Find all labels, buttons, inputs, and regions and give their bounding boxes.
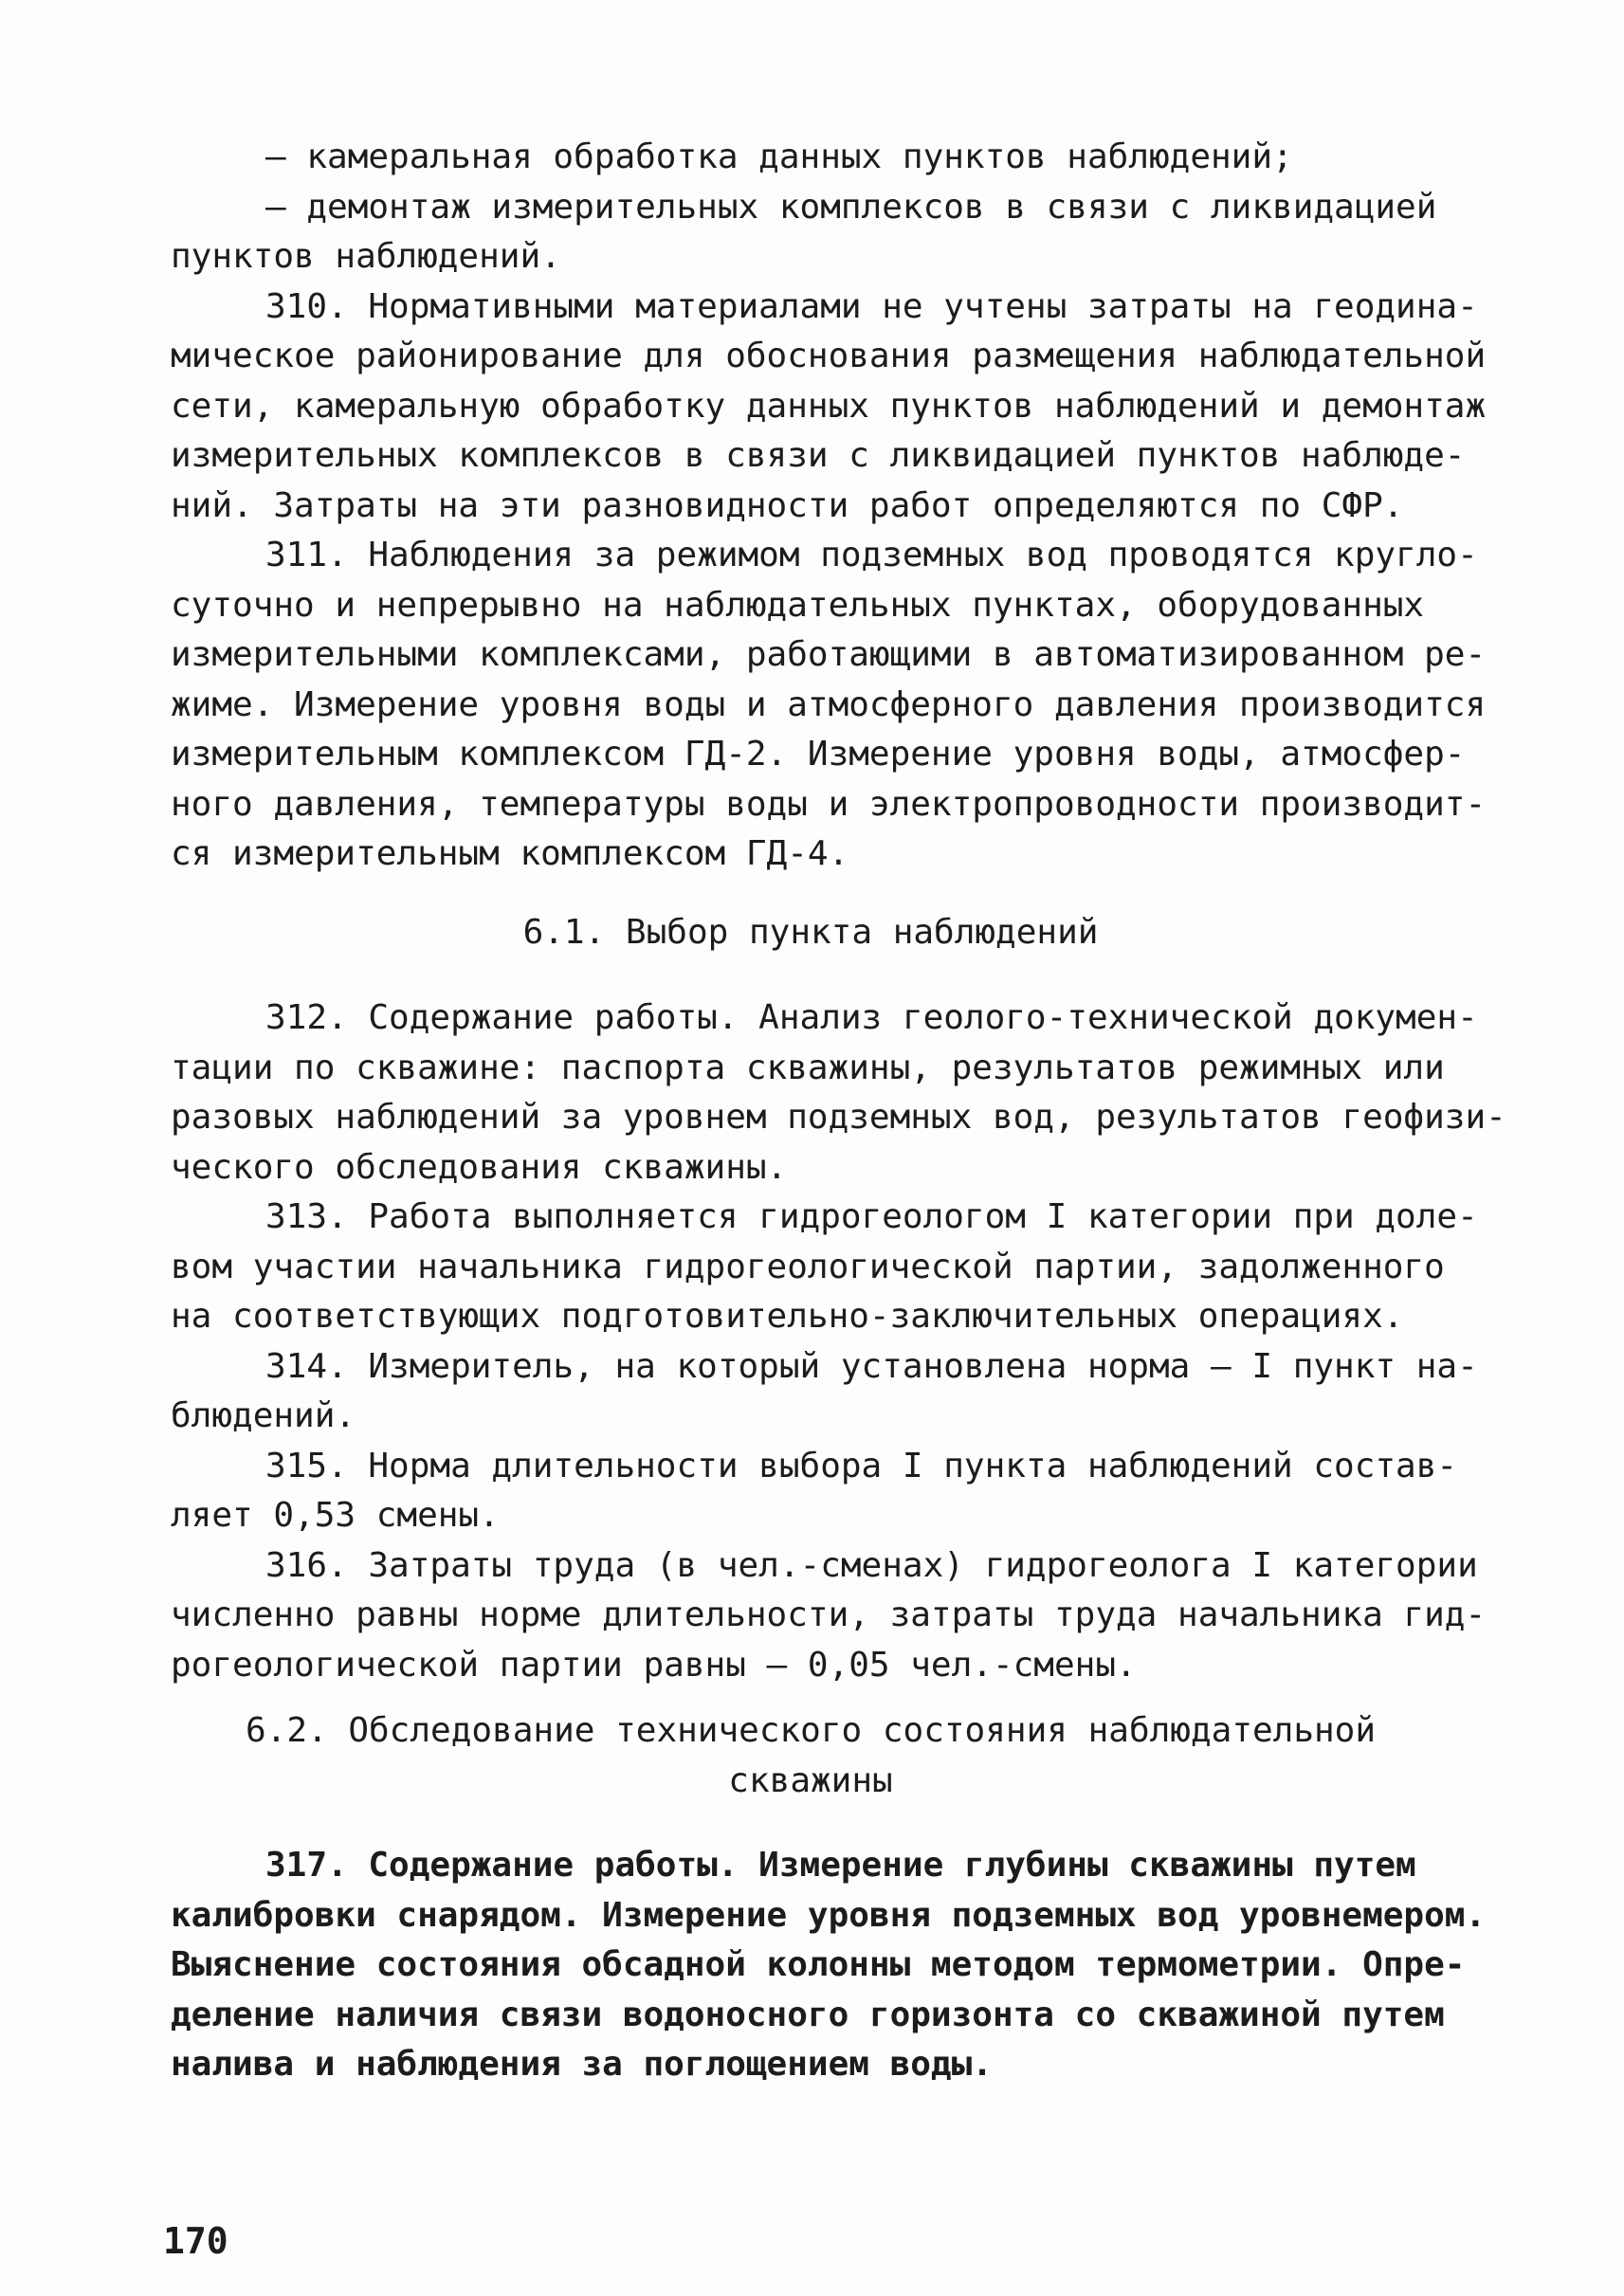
text-line: вом участии начальника гидрогеологической партии, задолженного — [171, 1247, 1445, 1286]
text-line: 315. Норма длительности выбора I пункта наблюдений состав- — [265, 1446, 1458, 1485]
text-line: сети, камеральную обработку данных пунктов наблюдений и демонтаж — [171, 386, 1487, 426]
page-number: 170 — [163, 2220, 228, 2262]
text-line: 316. Затраты труда (в чел.-сменах) гидрогеолога I категории — [265, 1545, 1478, 1585]
text-line: пунктов наблюдений. — [171, 237, 561, 276]
text-line: численно равны норме длительности, затраты труда начальника гид- — [171, 1595, 1487, 1634]
text-line: измерительным комплексом ГД-2. Измерение уровня воды, атмосфер- — [171, 735, 1466, 774]
text-line: деление наличия связи водоносного горизонта со скважиной путем — [171, 1995, 1445, 2034]
text-block-intro — [171, 133, 1487, 880]
heading-line: 6.1. Выбор пункта наблюдений — [522, 913, 1099, 952]
text-line: 311. Наблюдения за режимом подземных вод проводятся кругло- — [265, 536, 1478, 574]
section-heading-6-1 — [171, 908, 1451, 958]
text-line: 313. Работа выполняется гидрогеологом I категории при доле- — [265, 1197, 1478, 1236]
text-line: – демонтаж измерительных комплексов в связи с ликвидацией — [265, 187, 1437, 227]
text-block-section-6-2 — [171, 1841, 1487, 2090]
text-line: 310. Нормативными материалами не учтены затраты на геодина- — [265, 286, 1478, 326]
text-line: жиме. Измерение уровня воды и атмосферного давления производится — [171, 684, 1487, 724]
text-line: измерительных комплексов в связи с ликвидацией пунктов наблюде- — [171, 436, 1466, 475]
text-line: налива и наблюдения за поглощением воды. — [171, 2045, 993, 2084]
section-heading-6-2 — [171, 1706, 1451, 1806]
text-line: ляет 0,53 смены. — [171, 1496, 500, 1535]
text-line: 317. Содержание работы. Измерение глубины скважины путем — [265, 1846, 1416, 1885]
text-line: 312. Содержание работы. Анализ геолого-технической докумен- — [265, 998, 1478, 1037]
text-line: суточно и непрерывно на наблюдательных пунктах, оборудованных — [171, 585, 1425, 625]
text-line: ческого обследования скважины. — [171, 1147, 788, 1187]
text-line: – камеральная обработка данных пунктов наблюдений; — [265, 137, 1293, 176]
text-block-section-6-1 — [171, 993, 1506, 1690]
text-line: разовых наблюдений за уровнем подземных вод, результатов геофизи- — [171, 1098, 1506, 1137]
text-line: ся измерительным комплексом ГД-4. — [171, 834, 849, 873]
text-line: мическое районирование для обоснования размещения наблюдательной — [171, 337, 1487, 375]
text-line: тации по скважине: паспорта скважины, результатов режимных или — [171, 1048, 1445, 1087]
text-line: на соответствующих подготовительно-заключительных операциях. — [171, 1297, 1404, 1336]
text-line: рогеологической партии равны – 0,05 чел.-смены. — [171, 1645, 1137, 1685]
text-line: 314. Измеритель, на который установлена норма – I пункт на- — [265, 1346, 1478, 1386]
heading-line: 6.2. Обследование технического состояния наблюдательной — [245, 1711, 1377, 1750]
text-line: Выяснение состояния обсадной колонны методом термометрии. Опре- — [171, 1945, 1466, 1984]
text-line: ний. Затраты на эти разновидности работ определяются по СФР. — [171, 485, 1404, 525]
text-line: калибровки снарядом. Измерение уровня подземных вод уровнемером. — [171, 1895, 1487, 1935]
heading-line: скважины — [728, 1760, 893, 1800]
text-line: ного давления, температуры воды и электропроводности производит- — [171, 784, 1487, 824]
text-line: измерительными комплексами, работающими в автоматизированном ре- — [171, 635, 1487, 674]
text-line: блюдений. — [171, 1396, 356, 1435]
